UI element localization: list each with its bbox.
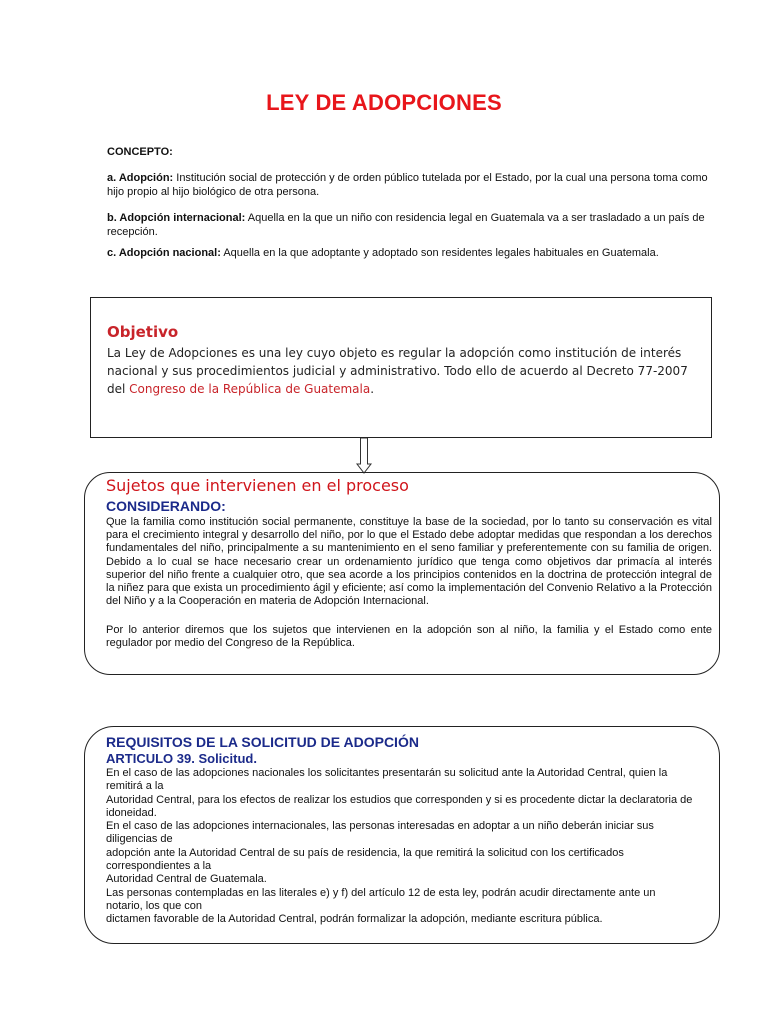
definition-term: c. Adopción nacional: — [107, 247, 221, 259]
objetivo-heading: Objetivo — [107, 323, 179, 341]
definition-text: Aquella en la que adoptante y adoptado son residentes legales habituales en Guatemala. — [220, 247, 659, 259]
requisitos-line: En el caso de las adopciones internacionales, las personas interesadas en adoptar a un niño deberán iniciar sus — [106, 820, 654, 833]
down-arrow-icon — [355, 438, 373, 474]
definition-term: a. Adopción: — [107, 172, 174, 184]
requisitos-line: notario, los que con — [106, 899, 203, 912]
definition-text: Institución social de protección y de orden público tutelada por el Estado, por la cual una persona toma como hijo propio al hijo biológico de otra persona. — [107, 172, 708, 198]
considerando-paragraph: Que la familia como institución social permanente, constituye la base de la sociedad, por lo tanto su conservación es vital para el crecimiento integral y desarrollo del niño, por lo que el Estado debe adoptar medidas que respondan a los derechos fundamentales del niño, principalmente a su mantenimiento en el seno familiar y preferentemente con su familia de origen. Debido a lo cual se hace necesario crear un ordenamiento jurídico que tenga como objetivos dar primacía al interés superior del niño frente a cualquier otro, que sea acorde a los principios contenidos en la doctrina de protección integral de la niñez para que exista un procedimiento ágil y eficiente; así como la implementación del Convenio Relativo a la Protección del Niño y a la Cooperación en materia de Adopción Internacional. — [106, 516, 712, 608]
requisitos-text — [106, 767, 712, 927]
definition-adopcion — [107, 171, 712, 199]
requisitos-line: correspondientes a la — [106, 860, 212, 873]
requisitos-line: dictamen favorable de la Autoridad Central, podrán formalizar la adopción, mediante escritura pública. — [106, 913, 603, 926]
requisitos-line: idoneidad. — [106, 806, 157, 819]
definition-adopcion-nacional — [107, 246, 712, 260]
requisitos-line: Autoridad Central, para los efectos de realizar los estudios que corresponden y si es procedente dictar la declaratoria de — [106, 793, 693, 806]
requisitos-line: Las personas contempladas en las literales e) y f) del artículo 12 de esta ley, podrán acudir directamente ante un — [106, 886, 656, 899]
articulo-39-heading: ARTICULO 39. Solicitud. — [106, 751, 257, 766]
concepto-label: CONCEPTO: — [107, 146, 173, 158]
objetivo-body: La Ley de Adopciones es una ley cuyo objeto es regular la adopción como institución de interés nacional y sus procedimientos judicial y administrativo. Todo ello de acuerdo al Decreto 77-2007 del — [107, 346, 688, 396]
considerando-heading: CONSIDERANDO: — [106, 498, 226, 514]
definition-term: b. Adopción internacional: — [107, 212, 246, 224]
congreso-link[interactable]: Congreso de la República de Guatemala — [129, 382, 371, 396]
requisitos-line: Autoridad Central de Guatemala. — [106, 873, 267, 886]
requisitos-line: En el caso de las adopciones nacionales los solicitantes presentarán su solicitud ante la Autoridad Central, quien la — [106, 767, 668, 779]
sujetos-conclusion: Por lo anterior diremos que los sujetos que intervienen en la adopción son al niño, la familia y el Estado como ente regulador por medio del Congreso de la República. — [106, 624, 712, 650]
page-title: LEY DE ADOPCIONES — [266, 90, 502, 115]
requisitos-heading: REQUISITOS DE LA SOLICITUD DE ADOPCIÓN — [106, 734, 419, 750]
sujetos-heading: Sujetos que intervienen en el proceso — [106, 476, 409, 495]
objetivo-text — [107, 344, 702, 398]
requisitos-line: adopción ante la Autoridad Central de su país de residencia, la que remitirá la solicitud con los certificados — [106, 846, 624, 859]
requisitos-line: remitirá a la — [106, 780, 164, 793]
definition-text: Aquella en la que un niño con residencia legal en Guatemala va a ser trasladado a un país de recepción. — [107, 212, 705, 238]
objetivo-end: . — [370, 382, 375, 396]
requisitos-line: diligencias de — [106, 833, 173, 846]
definition-adopcion-internacional — [107, 211, 712, 239]
